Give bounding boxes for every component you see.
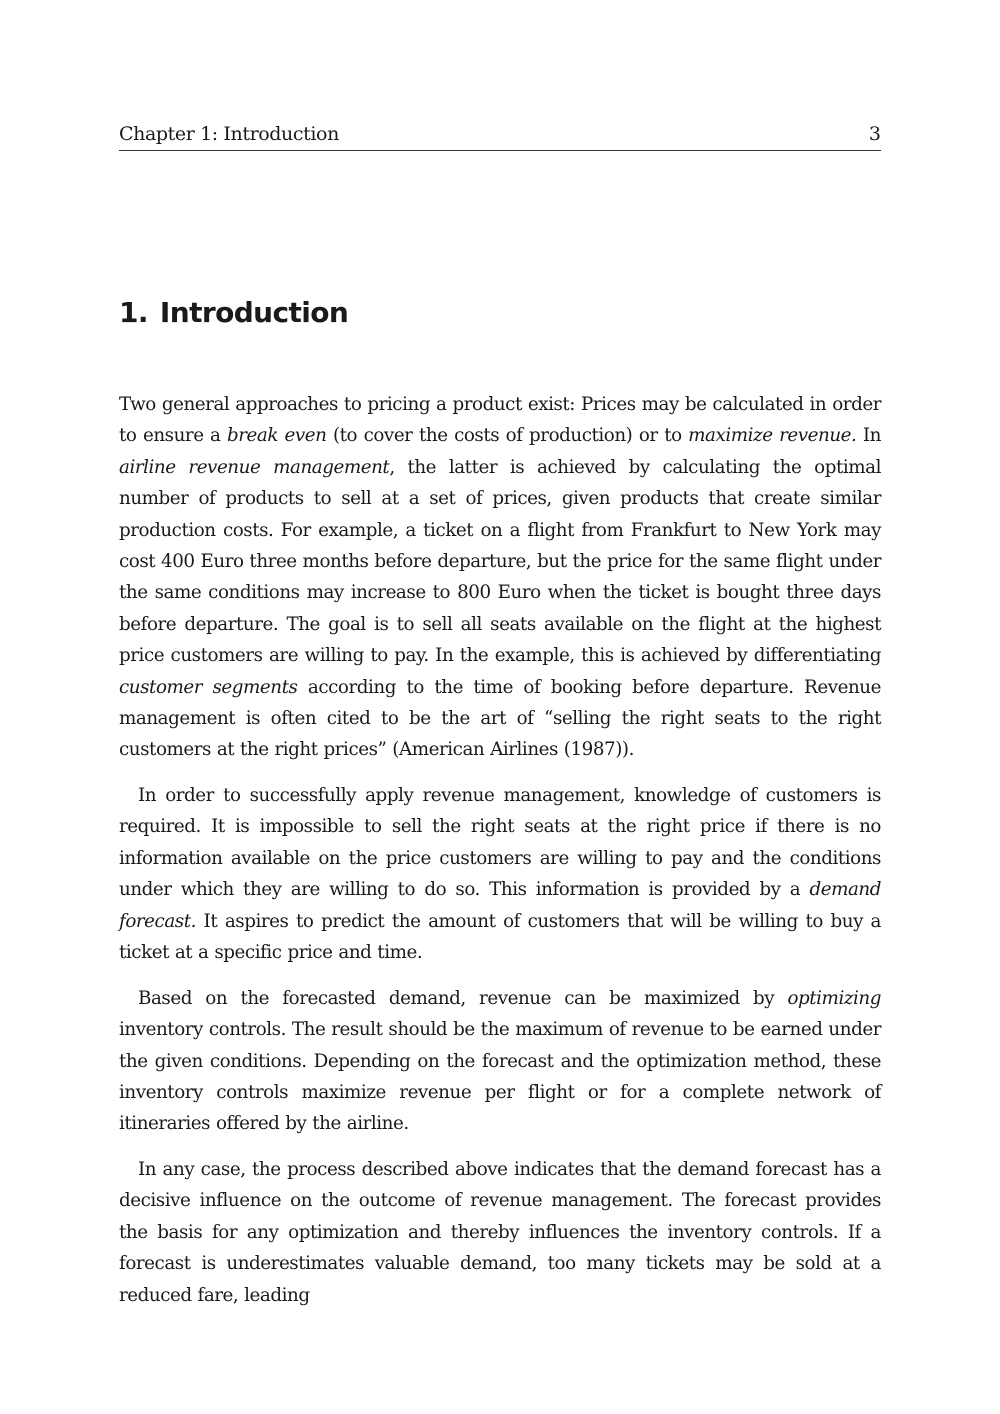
- paragraph-text: (to cover the costs of production) or to: [326, 425, 689, 447]
- paragraph-1: [119, 389, 881, 766]
- paragraph-text: In: [856, 425, 881, 447]
- paragraph-text: , the latter is achieved by calculating the optimal number of products to sell at a set of prices, given products that create similar production costs. For example, a ticket on a flight from Frankfurt to New York may cost 400 Euro three months before departure, but the price for the same flight under the same conditions may increase to 800 Euro when the ticket is bought three days before departure. The goal is to sell all seats available on the flight at the highest price customers are willing to pay. In the example, this is achieved by differentiating: [119, 456, 881, 667]
- paragraph-text: Two general approaches to pricing a product exist: Prices may be calculated in order to ensure a: [119, 394, 881, 447]
- paragraph-4: [119, 1154, 881, 1311]
- body-text: [119, 389, 881, 1325]
- emphasis-term: customer segments: [119, 676, 298, 698]
- paragraph-text: Based on the forecasted demand, revenue can be maximized by: [138, 987, 788, 1009]
- paragraph-text: In any case, the process described above indicates that the demand forecast has a decisive influence on the outcome of revenue management. The forecast provides the basis for any optimization and thereby influences the inventory controls. If a forecast is underestimates valuable demand, too many tickets may be sold at a reduced fare, leading: [119, 1158, 881, 1306]
- emphasis-term: break even: [227, 425, 327, 447]
- section-heading: [119, 294, 348, 332]
- chapter-title: Chapter 1: Introduction: [119, 123, 339, 145]
- paragraph-text: inventory controls. The result should be the maximum of revenue to be earned under the given conditions. Depending on the forecast and the optimization method, these inventory controls maximize revenue per flight or for a complete network of itineraries offered by the airline.: [119, 1019, 881, 1135]
- page-number: 3: [868, 123, 881, 145]
- emphasis-term: optimizing: [787, 987, 881, 1009]
- emphasis-term: maximize revenue.: [688, 425, 857, 447]
- section-title: Introduction: [159, 296, 349, 329]
- paragraph-text: It aspires to predict the amount of customers that will be willing to buy a ticket at a specific price and time.: [119, 910, 881, 964]
- section-number: 1.: [119, 296, 148, 329]
- paragraph-text: according to the time of booking before departure. Revenue management is often cited to be the art of “selling the right seats to the right customers at the right prices” (American Airlines (1987)).: [119, 676, 881, 761]
- emphasis-term: demand forecast.: [119, 879, 881, 932]
- running-header: [119, 122, 881, 151]
- paragraph-3: [119, 983, 881, 1140]
- paragraph-2: [119, 780, 881, 968]
- emphasis-term: airline revenue management: [119, 456, 390, 478]
- paragraph-text: In order to successfully apply revenue management, knowledge of customers is required. It is impossible to sell the right seats at the right price if there is no information available on the price customers are willing to pay and the conditions under which they are willing to do so. This information is provided by a: [119, 785, 881, 901]
